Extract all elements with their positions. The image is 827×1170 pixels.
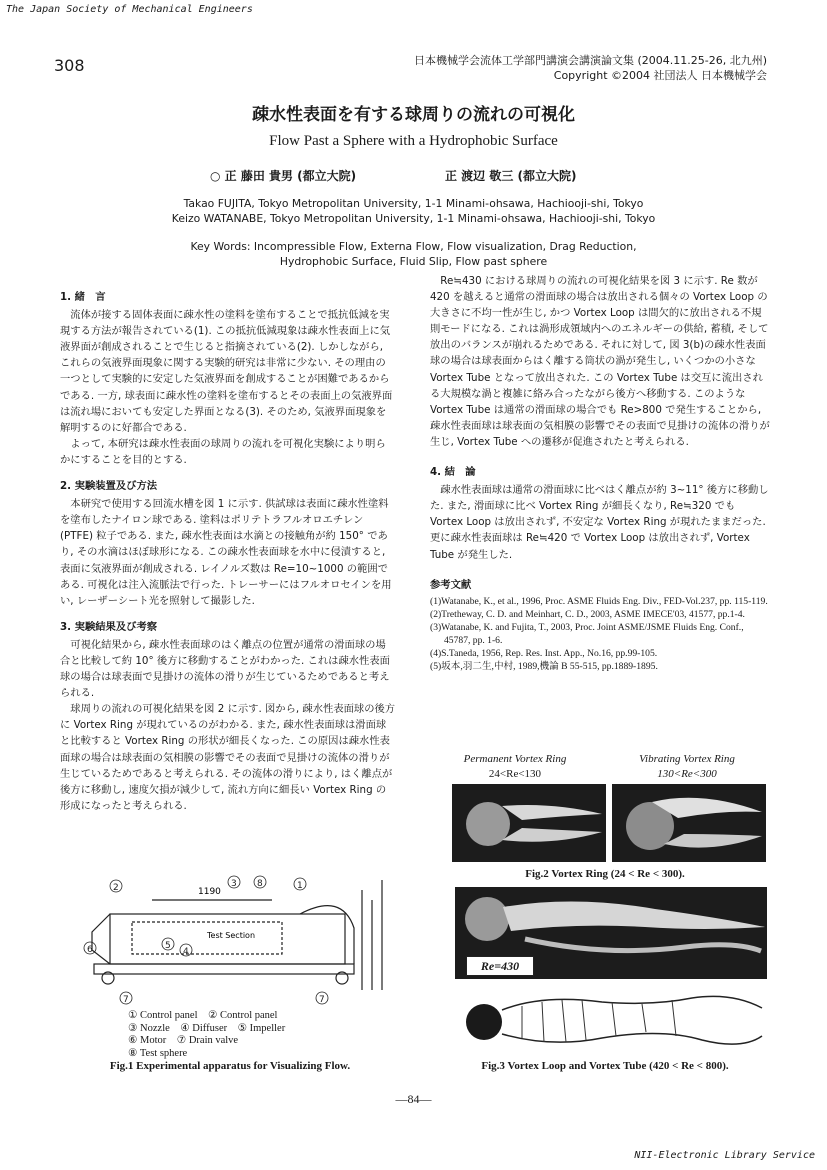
test-section-label: Test Section [207,931,256,940]
svg-text:6: 6 [87,945,93,955]
svg-text:7: 7 [319,995,325,1005]
reference-item: (2)Tretheway, C. D. and Meinhart, C. D., 2003, ASME IMECE'03, 41577, pp.1-4. [430,608,745,620]
reference-item: (4)S.Taneda, 1956, Rep. Res. Inst. App., No.16, pp.99-105. [430,647,658,659]
section-1-para-1: 流体が接する固体表面に疎水性の塗料を塗布することで抵抗低減を実現する方法が報告されている(1). この抵抗低減現象は疎水性表面上に気液界面が創成されることで生じると指摘されている(2). しかしながら, これらの気液界面現象に関する実験的研究は非常に少ない. その理由の一つとして実験的に安定した気液界面を創成することが困難であるからである. 一方, 球表面に疎水性の塗料を塗布するとその表面上の気液界面は流れ場においても安定した界面となる(3). そのため, 気液界面現象を解明するのに好都合である. [60,309,393,434]
legend-item: ⑥ Motor ⑦ Drain valve [128,1035,239,1046]
reference-item: (1)Watanabe, K., et al., 1996, Proc. ASME Fluids Eng. Div., FED-Vol.237, pp. 115-119. [430,595,768,607]
svg-text:8: 8 [257,879,263,889]
fig1-caption: Fig.1 Experimental apparatus for Visualizing Flow. [109,1060,351,1072]
section-4-heading: 4. 結 論 [430,466,476,479]
fig2-photo-permanent-ring [452,784,606,862]
right-column [430,273,770,673]
vortex-tube-segments [522,1000,676,1042]
title-japanese: 疎水性表面を有する球周りの流れの可視化 [252,105,575,125]
fig2-photo-vibrating-ring [612,784,766,862]
author-2: 正 渡辺 敬三 (都立大院) [445,169,577,183]
vortex-loop-outline-upper [502,996,762,1010]
section-1-heading: 1. 緒 言 [60,291,106,303]
references-heading: 参考文献 [430,578,472,591]
fig2-caption: Fig.2 Vortex Ring (24 < Re < 300). [525,868,685,880]
left-column [60,281,396,814]
keywords-line-2: Hydrophobic Surface, Fluid Slip, Flow past sphere [279,255,548,268]
svg-text:5: 5 [165,941,171,951]
fig2-right-range: 130<Re<300 [657,768,717,780]
legend-item: ① Control panel ② Control panel [128,1010,278,1021]
fig2-left-range: 24<Re<130 [488,768,542,780]
sphere [466,1004,502,1040]
affiliation-1: Takao FUJITA, Tokyo Metropolitan University, 1-1 Minami-ohsawa, Hachiooji-shi, Tokyo [183,197,644,210]
tank-base [94,964,354,974]
reference-item: (5)坂本,羽二生,中村, 1989,機論 B 55-515, pp.1889-1895. [430,660,658,672]
keywords-line-1: Key Words: Incompressible Flow, Externa Flow, Flow visualization, Drag Reduction, [190,240,637,253]
svg-text:1: 1 [297,881,303,891]
fig2-left-label: Permanent Vortex Ring [463,753,567,765]
section-2-para-1: 本研究で使用する回流水槽を図 1 に示す. 供試球は表面に疎水性塗料を塗布したナイロン球である. 塗料はポリテトラフルオロエチレン (PTFE) 粒子である. また, 疎水性表面は水滴との接触角が約 150° であり, その水滴はほぼ球形になる. この疎水性表面球を水中に侵漬すると, 表面に気液界面が創成される. レイノルズ数は Re=10~1000 の範囲である. 可視化は注入流脈法で行った. トレーサーにはフルオロセインを用い, レーザーシート光を照射して撮影した. [60,498,392,607]
section-2-heading: 2. 実験装置及び方法 [60,480,158,493]
author-1: ○ 正 藤田 貴男 (都立大院) [210,169,357,183]
svg-text:2: 2 [113,883,119,893]
fig2-right-label: Vibrating Vortex Ring [639,753,735,765]
apparatus-legend [128,1010,285,1060]
section-3-para-2: 球周りの流れの可視化結果を図 2 に示す. 図から, 疎水性表面球の後方に Vortex Ring が現れているのがわかる. また, 疎水性表面球は滑面球と比較すると Vortex Ring の形状が細長くなった. この原因は疎水性表面球の場合は球表面の気相膜の影響でその表面で見掛けの流体の滑りが生じているためであると考えられる. その流体の滑りにより, はく離点が後方に移動し, 速度欠損が減少して, 流れ方向に細長い Vortex Ring の形成になったと考えられる. [60,703,396,812]
svg-text:7: 7 [123,995,129,1005]
page-number: 308 [54,56,85,75]
section-3-para-1: 可視化結果から, 疎水性表面球のはく離点の位置が通常の滑面球の場合と比較して約 10° 後方に移動することがわかった. これは疎水性表面球の場合は球表面で見掛けの流体の滑りが生じているためであると考えられる. [60,638,390,700]
legend-item: ⑧ Test sphere [128,1047,188,1059]
dimension-label: 1190 [198,887,221,897]
fig3-caption: Fig.3 Vortex Loop and Vortex Tube (420 < Re < 800). [481,1060,729,1072]
legend-item: ③ Nozzle ④ Diffuser ⑤ Impeller [128,1022,286,1034]
nii-footer: NII-Electronic Library Service [634,1150,815,1161]
vortex-loop-outline-lower [502,1033,762,1044]
section-3-heading: 3. 実験結果及び考察 [60,620,158,633]
apparatus-diagram [72,870,392,1010]
svg-text:4: 4 [183,947,189,957]
sphere [465,897,509,941]
section-1-para-2: よって, 本研究は疎水性表面の球周りの流れを可視化実験により明らかにすることを目的とする. [60,437,386,466]
title-english: Flow Past a Sphere with a Hydrophobic Surface [269,133,558,149]
copyright: Copyright ©2004 社団法人 日本機械学会 [553,69,767,82]
nozzle-shape [92,914,110,964]
affiliation-2: Keizo WATANABE, Tokyo Metropolitan University, 1-1 Minami-ohsawa, Hachiooji-shi, Tokyo [171,212,656,225]
fig3-re-label: Re=430 [466,956,534,976]
proceedings-info: 日本機械学会流体工学部門講演会講演論文集 (2004.11.25-26, 北九州) [413,54,767,67]
references-list [430,595,770,673]
fig3-sketch [462,988,774,1056]
section-4-para-1: 疎水性表面球は通常の滑面球に比べはく離点が約 3~11° 後方に移動した. また, 滑面球に比べ Vortex Ring が細長くなり, Re≒320 でも Vortex Loop は放出されず, 不安定な Vortex Ring が現れたままだった. 更に疎水性表面球は Re≒420 で Vortex Loop は放出されず, Vortex Tube が発生した. [430,484,769,561]
page-footer-number: —84— [395,1092,432,1106]
section-3-para-3: Re≒430 における球周りの流れの可視化結果を図 3 に示す. Re 数が 420 を越えると通常の滑面球の場合は放出される個々の Vortex Loop の大きさに不均一性が生じ, かつ Vortex Loop は間欠的に放出される不規則モードになる. これは渦形成領域内へのエネルギーの供給, 蓄積, そして放出のバランスが崩れるためである. それに対して, 図 3(b)の疎水性表面球の場合は球表面からはく離する筒状の渦が発生し, いくつかの小さな Vortex Tube となって放出された. この Vortex Tube は交互に流出される大規模な渦と複雑に絡み合ったながら後方へ移動する. このような Vortex Tube は通常の滑面球の場合でも Re>800 で発生することから, 疎水性表面球は球表面の気相膜の影響でその表面で見掛けの流体の滑りが生じ, Vortex Tube への遷移が促進されたと考えられる. [430,275,770,448]
society-header: The Japan Society of Mechanical Engineers [6,4,253,15]
svg-text:3: 3 [231,879,237,889]
reference-item: (3)Watanabe, K. and Fujita, T., 2003, Proc. Joint ASME/JSME Fluids Eng. Conf., 45787, pp. 1-6. [430,621,744,646]
